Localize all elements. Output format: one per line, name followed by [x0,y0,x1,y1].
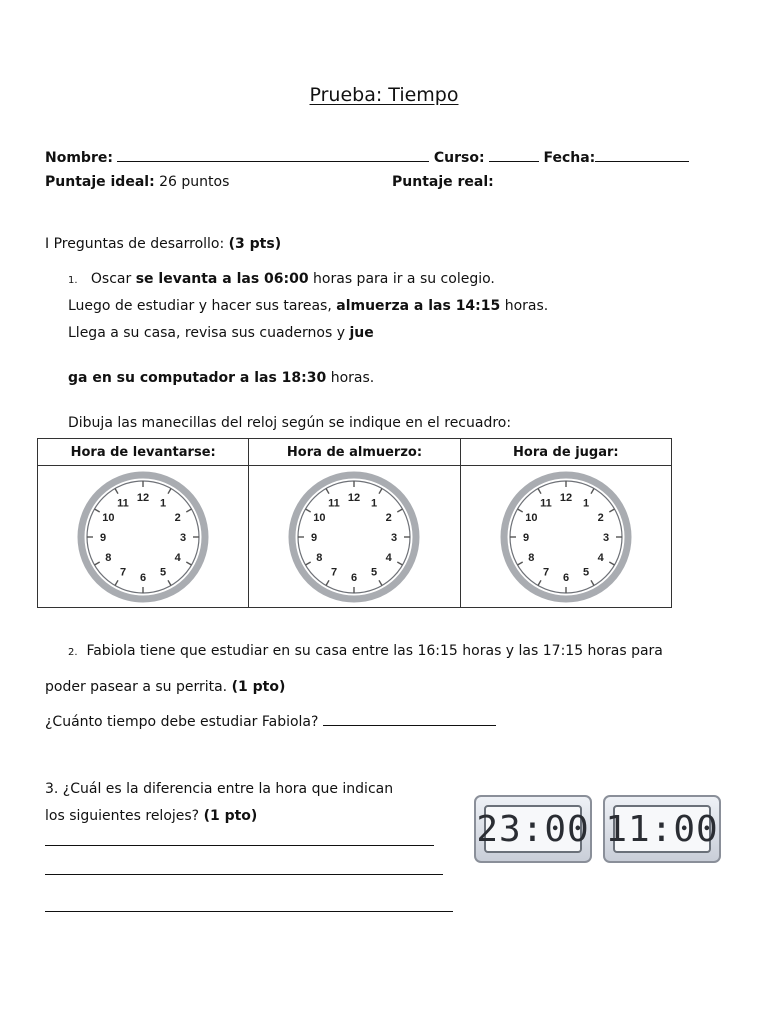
clock-number: 5 [371,566,378,579]
clock-number: 8 [528,551,535,564]
clock-number: 7 [331,566,338,579]
clock-number: 12 [137,491,150,504]
q2-question: ¿Cuánto tiempo debe estudiar Fabiola? [45,714,323,730]
clock-number: 9 [311,531,318,544]
clock-cell-levantarse [38,466,249,608]
nombre-label: Nombre: [45,150,113,166]
q2-line3 [45,713,496,730]
q3-answer-line[interactable] [45,911,453,912]
clock-icon[interactable] [287,470,421,604]
clock-number: 7 [120,566,127,579]
q1-line3 [68,325,374,341]
q1-l1-b: se levanta a las 06:00 [135,271,309,287]
q1-l2-b: almuerza a las 14:15 [336,298,501,314]
curso-label: Curso: [433,150,485,166]
puntaje-ideal-label: Puntaje ideal: [45,174,155,190]
digital-clock-2 [603,795,721,863]
clock-number: 6 [140,571,147,584]
q1-l3-b: jue [349,325,374,341]
clock-number: 1 [160,496,167,509]
clock-icon[interactable] [76,470,210,604]
puntaje-ideal-row [45,174,229,190]
q1-instruction: Dibuja las manecillas del reloj según se indique en el recuadro: [68,415,512,431]
q2-line2 [45,679,285,695]
clock-cell-jugar [460,466,671,608]
section1-heading [45,236,281,252]
q1-l2-c: horas. [500,298,549,314]
q2-points: (1 pto) [231,679,286,695]
clock-cell-almuerzo [249,466,460,608]
clock-number: 2 [386,511,393,524]
clock-number: 10 [525,511,538,524]
clock-table [37,438,672,608]
q1-line4 [68,370,374,386]
clock-number: 3 [180,531,187,544]
q1-l1-c: horas para ir a su colegio. [308,271,495,287]
q3-answer-line[interactable] [45,874,443,875]
q2-number: 2. [68,647,78,658]
clock-header-levantarse: Hora de levantarse: [38,439,249,466]
clock-number: 5 [160,566,167,579]
clock-number: 7 [542,566,549,579]
clock-number: 4 [386,551,393,564]
clock-number: 1 [582,496,589,509]
q2-answer-blank[interactable] [323,713,496,726]
q3-answer-line[interactable] [45,845,434,846]
q3-line2 [45,808,257,824]
section1-points: (3 pts) [228,236,282,252]
fecha-label: Fecha: [543,150,596,166]
clock-number: 2 [597,511,604,524]
q1-l1-a: Oscar [90,271,136,287]
digital-clock-1 [474,795,592,863]
digital-clock-1-display: 23:00 [484,805,582,853]
q2-line1 [68,643,663,659]
clock-header-jugar: Hora de jugar: [460,439,671,466]
q1-l4-a: ga en su computador a las 18:30 [68,370,327,386]
clock-number: 4 [174,551,181,564]
clock-number: 11 [117,496,129,509]
clock-number: 11 [328,496,341,509]
clock-header-almuerzo: Hora de almuerzo: [249,439,460,466]
q1-l4-b: horas. [326,370,375,386]
clock-icon[interactable] [499,470,633,604]
q3-l2-a: los siguientes relojes? [45,808,204,824]
q1-l3-a: Llega a su casa, revisa sus cuadernos y [68,325,350,341]
clock-number: 6 [562,571,569,584]
clock-number: 6 [351,571,358,584]
section1-heading-text: I Preguntas de desarrollo: [45,236,229,252]
clock-number: 11 [540,496,552,509]
fecha-blank[interactable] [595,149,689,162]
clock-number: 12 [348,491,361,504]
q1-line2 [68,298,548,314]
q2-l2-a: poder pasear a su perrita. [45,679,232,695]
clock-number: 4 [597,551,604,564]
clock-number: 5 [582,566,589,579]
clock-number: 9 [100,531,107,544]
student-info-row [45,149,689,166]
q1-number: 1. [68,275,78,286]
clock-number: 12 [559,491,572,504]
clock-number: 10 [313,511,326,524]
q1-line1 [68,271,495,287]
clock-number: 3 [602,531,609,544]
nombre-blank[interactable] [117,149,429,162]
clock-number: 10 [102,511,115,524]
q3-points: (1 pto) [203,808,258,824]
clock-number: 8 [316,551,323,564]
clock-number: 1 [371,496,378,509]
curso-blank[interactable] [489,149,539,162]
q3-line1: 3. ¿Cuál es la diferencia entre la hora que indican [45,781,394,797]
q2-text: Fabiola tiene que estudiar en su casa entre las 16:15 horas y las 17:15 horas para [86,643,663,659]
digital-clock-2-display: 11:00 [613,805,711,853]
q1-l2-a: Luego de estudiar y hacer sus tareas, [68,298,337,314]
clock-number: 9 [522,531,529,544]
clock-number: 8 [105,551,112,564]
puntaje-ideal-value: 26 puntos [159,174,230,190]
puntaje-real-label: Puntaje real: [392,174,494,190]
clock-number: 3 [391,531,398,544]
page-title: Prueba: Tiempo [309,84,459,106]
clock-number: 2 [174,511,181,524]
